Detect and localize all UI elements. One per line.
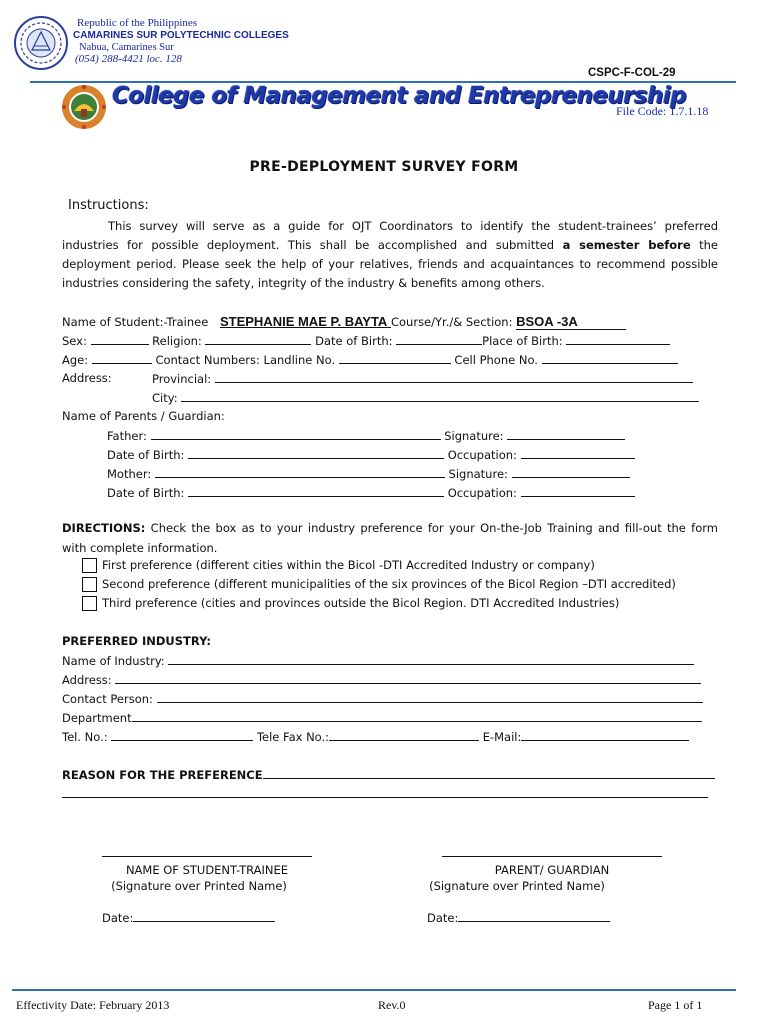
father-field[interactable] xyxy=(151,428,441,440)
contact-person-row xyxy=(62,691,703,706)
industry-name-row xyxy=(62,653,694,668)
parents-heading: Name of Parents / Guardian: xyxy=(62,409,225,423)
industry-name-label: Name of Industry: xyxy=(62,654,165,668)
father-occupation-field[interactable] xyxy=(521,447,635,459)
second-preference-checkbox[interactable] xyxy=(82,577,97,592)
mother-occupation-field[interactable] xyxy=(521,485,635,497)
contact-person-field[interactable] xyxy=(157,691,703,703)
city-row xyxy=(152,390,699,405)
email-field[interactable] xyxy=(521,729,689,741)
cell-label: Cell Phone No. xyxy=(454,353,538,367)
reason-field-2[interactable] xyxy=(62,797,708,798)
directions-paragraph xyxy=(62,518,718,558)
age-label: Age: xyxy=(62,353,89,367)
reason-field-1[interactable] xyxy=(263,767,715,779)
department-field[interactable] xyxy=(132,710,702,722)
industry-name-field[interactable] xyxy=(168,653,694,665)
college-name: CAMARINES SUR POLYTECHNIC COLLEGES xyxy=(73,30,289,41)
father-signature-label: Signature: xyxy=(444,429,504,443)
form-title: PRE-DEPLOYMENT SURVEY FORM xyxy=(249,159,519,175)
mother-row xyxy=(107,466,630,481)
student-date-field[interactable] xyxy=(133,910,275,922)
mother-dob-field[interactable] xyxy=(188,485,444,497)
instructions-text-1: This survey will serve as a guide for OJT Coordinators to identify the student-trainees’ preferred industries for possible deployment. This shall be accomplished and submitted xyxy=(62,219,718,252)
instructions-heading: Instructions: xyxy=(68,198,149,213)
college-seal-logo xyxy=(14,16,68,70)
father-dob-label: Date of Birth: xyxy=(107,448,185,462)
instructions-text-2: the deployment period. Please seek the help of your relatives, friends and acquaintances to recommend possible industries considering the safety, integrity of the industry & benefits among others. xyxy=(62,238,718,290)
father-signature-field[interactable] xyxy=(507,428,625,440)
contact-person-label: Contact Person: xyxy=(62,692,153,706)
page-number: Page 1 of 1 xyxy=(648,998,703,1012)
college-phone: (054) 288-4421 loc. 128 xyxy=(75,53,182,65)
dob-label: Date of Birth: xyxy=(315,334,393,348)
student-name-row xyxy=(62,314,626,329)
student-signature-sub: (Signature over Printed Name) xyxy=(111,879,287,893)
mother-signature-field[interactable] xyxy=(512,466,630,478)
instructions-paragraph xyxy=(62,217,718,293)
parent-date-field[interactable] xyxy=(458,910,610,922)
mother-label: Mother: xyxy=(107,467,152,481)
third-preference-checkbox[interactable] xyxy=(82,596,97,611)
parent-signature-line[interactable] xyxy=(442,856,662,857)
landline-label: Contact Numbers: Landline No. xyxy=(155,353,336,367)
father-dob-row xyxy=(107,447,635,462)
pob-field[interactable] xyxy=(566,333,670,345)
landline-field[interactable] xyxy=(339,352,451,364)
sex-field[interactable] xyxy=(91,333,149,345)
reason-row xyxy=(62,767,715,782)
student-name-label: Name of Student:-Trainee xyxy=(62,315,209,329)
tel-field[interactable] xyxy=(111,729,253,741)
reason-label: REASON FOR THE PREFERENCE xyxy=(62,768,263,782)
college-location: Nabua, Camarines Sur xyxy=(79,42,174,53)
industry-address-label: Address: xyxy=(62,673,112,687)
first-preference-checkbox[interactable] xyxy=(82,558,97,573)
address-label: Address: xyxy=(62,371,112,385)
father-label: Father: xyxy=(107,429,147,443)
cell-field[interactable] xyxy=(542,352,678,364)
effectivity-date: Effectivity Date: February 2013 xyxy=(16,998,170,1012)
fax-label: Tele Fax No.: xyxy=(256,730,330,744)
student-signature-line[interactable] xyxy=(102,856,312,857)
city-label: City: xyxy=(152,391,178,405)
first-preference-label: First preference (different cities within the Bicol -DTI Accredited Industry or company) xyxy=(102,558,595,572)
republic-line: Republic of the Philippines xyxy=(77,17,198,29)
parent-signature-title: PARENT/ GUARDIAN xyxy=(494,863,610,877)
fax-field[interactable] xyxy=(329,729,479,741)
preferred-industry-heading: PREFERRED INDUSTRY: xyxy=(62,634,212,648)
student-signature-title: NAME OF STUDENT-TRAINEE xyxy=(125,863,289,877)
course-label: Course/Yr./& Section: xyxy=(390,315,513,329)
tel-row xyxy=(62,729,689,744)
pob-label: Place of Birth: xyxy=(482,334,563,348)
instructions-emphasis: a semester before xyxy=(562,238,691,252)
third-preference-label: Third preference (cities and provinces outside the Bicol Region. DTI Accredited Industries) xyxy=(102,596,620,610)
college-department-logo xyxy=(60,83,108,131)
provincial-label: Provincial: xyxy=(152,372,212,386)
city-field[interactable] xyxy=(181,390,699,402)
provincial-field[interactable] xyxy=(215,371,693,383)
student-date-row xyxy=(102,910,275,925)
department-banner: College of Management and Entrepreneurship xyxy=(112,83,686,109)
student-name-value[interactable]: STEPHANIE MAE P. BAYTA xyxy=(219,314,388,329)
sex-row xyxy=(62,333,670,348)
course-value[interactable]: BSOA -3A xyxy=(516,314,626,330)
sex-label: Sex: xyxy=(62,334,87,348)
mother-signature-label: Signature: xyxy=(448,467,508,481)
father-dob-field[interactable] xyxy=(188,447,444,459)
age-row xyxy=(62,352,678,367)
provincial-row xyxy=(152,371,693,386)
parent-signature-sub: (Signature over Printed Name) xyxy=(429,879,605,893)
email-label: E-Mail: xyxy=(482,730,522,744)
revision: Rev.0 xyxy=(378,998,406,1012)
mother-dob-row xyxy=(107,485,635,500)
mother-occupation-label: Occupation: xyxy=(447,486,517,500)
dob-field[interactable] xyxy=(396,333,482,345)
religion-field[interactable] xyxy=(205,333,311,345)
mother-field[interactable] xyxy=(155,466,445,478)
tel-label: Tel. No.: xyxy=(62,730,108,744)
age-field[interactable] xyxy=(92,352,152,364)
parent-date-row xyxy=(427,910,610,925)
father-row xyxy=(107,428,625,443)
parent-date-label: Date: xyxy=(427,911,459,925)
directions-label: DIRECTIONS: xyxy=(62,521,146,535)
department-label: Department xyxy=(62,711,132,725)
religion-label: Religion: xyxy=(152,334,202,348)
form-code: CSPC-F-COL-29 xyxy=(588,67,676,79)
footer-divider xyxy=(12,989,736,991)
department-row xyxy=(62,710,702,725)
second-preference-label: Second preference (different municipalities of the six provinces of the Bicol Region –DTI accredited) xyxy=(102,577,676,591)
file-code: File Code: 1.7.1.18 xyxy=(616,104,709,118)
industry-address-field[interactable] xyxy=(115,672,701,684)
student-date-label: Date: xyxy=(102,911,134,925)
industry-address-row xyxy=(62,672,701,687)
directions-text: Check the box as to your industry preference for your On-the-Job Training and fill-out the form with complete information. xyxy=(62,521,718,555)
mother-dob-label: Date of Birth: xyxy=(107,486,185,500)
father-occupation-label: Occupation: xyxy=(447,448,517,462)
